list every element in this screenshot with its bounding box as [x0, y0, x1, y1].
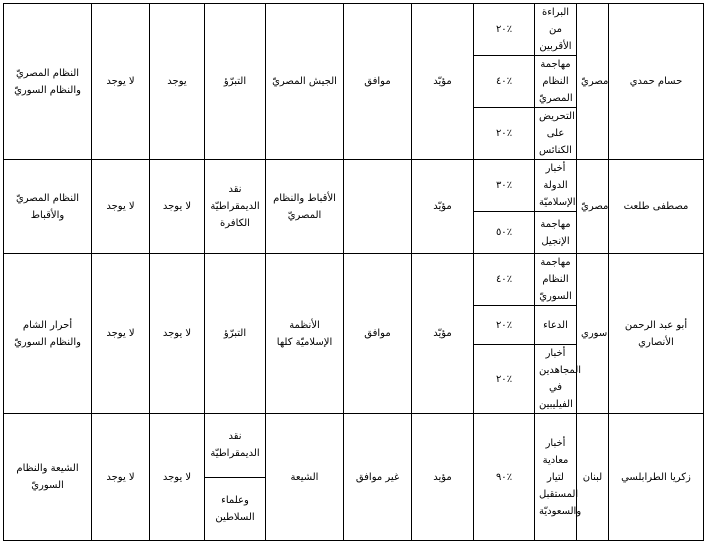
percent-cell: ٣٠٪ — [474, 160, 535, 212]
position-cell: موافق — [344, 254, 412, 414]
name-cell: أبو عبد الرحمن الأنصاري — [609, 254, 704, 414]
targets-cell: النظام المصريّ والأقباط — [4, 160, 92, 254]
column-yes-cell: لا يوجد — [150, 160, 205, 254]
targets-cell: الشيعة والنظام السوريّ — [4, 414, 92, 541]
claim-cell: مهاجمة الإنجيل — [535, 212, 577, 254]
column-no-cell: لا يوجد — [92, 254, 150, 414]
name-cell: زكريا الطرابلسي — [609, 414, 704, 541]
nationality-cell: لبنان — [577, 414, 609, 541]
enemy-cell: الأقباط والنظام المصريّ — [266, 160, 344, 254]
stance-cell: مؤيّد — [412, 160, 474, 254]
position-cell — [344, 160, 412, 254]
column-no-cell: لا يوجد — [92, 160, 150, 254]
column-no-cell: لا يوجد — [92, 4, 150, 160]
enemy-cell: الأنظمة الإسلاميّة كلها — [266, 254, 344, 414]
percent-cell: ٤٠٪ — [474, 254, 535, 306]
column-yes-cell: لا يوجد — [150, 254, 205, 414]
percent-cell: ٥٠٪ — [474, 212, 535, 254]
position-cell: موافق — [344, 4, 412, 160]
name-cell: حسام حمدي — [609, 4, 704, 160]
data-table — [3, 3, 704, 541]
column-no-cell: لا يوجد — [92, 414, 150, 541]
targets-cell: النظام المصريّ والنظام السوريّ — [4, 4, 92, 160]
nationality-cell: مصريّ — [577, 4, 609, 160]
claim-cell: مهاجمة النظام السوريّ — [535, 254, 577, 306]
table-row — [4, 4, 704, 56]
claim-cell: أخبار المجاهدين في الفيليبين — [535, 345, 577, 414]
claim-cell: مهاجمة النظام المصريّ — [535, 56, 577, 108]
name-cell: مصطفى طلعت — [609, 160, 704, 254]
nationality-cell: سوري — [577, 254, 609, 414]
position-cell: غير موافق — [344, 414, 412, 541]
claim-cell: البراءة من الأقربين — [535, 4, 577, 56]
percent-cell: ٢٠٪ — [474, 108, 535, 160]
stance-cell: مؤيّد — [412, 254, 474, 414]
claim-cell: الدعاء — [535, 306, 577, 345]
column-yes-cell: لا يوجد — [150, 414, 205, 541]
claim-cell: التحريض على الكنائس — [535, 108, 577, 160]
percent-cell: ٩٠٪ — [474, 414, 535, 541]
stance-cell: مؤيد — [412, 414, 474, 541]
percent-cell: ٤٠٪ — [474, 56, 535, 108]
justification-cell: التبرّؤ — [205, 4, 266, 160]
justification-cell: نقد الديمقراطيّة — [205, 414, 266, 478]
table-row — [4, 414, 704, 478]
claim-cell: أخبار معادية لتيار المستقبل والسعوديّة — [535, 414, 577, 541]
claim-cell: أخبار الدولة الإسلاميّة — [535, 160, 577, 212]
enemy-cell: الشيعة — [266, 414, 344, 541]
justification-cell: التبرّؤ — [205, 254, 266, 414]
table-row — [4, 160, 704, 212]
column-yes-cell: يوجد — [150, 4, 205, 160]
percent-cell: ٢٠٪ — [474, 345, 535, 414]
targets-cell: أحرار الشام والنظام السوريّ — [4, 254, 92, 414]
justification-cell: وعلماء السلاطين — [205, 477, 266, 541]
stance-cell: مؤيّد — [412, 4, 474, 160]
nationality-cell: مصريّ — [577, 160, 609, 254]
enemy-cell: الجيش المصريّ — [266, 4, 344, 160]
table-row — [4, 254, 704, 306]
justification-cell: نقد الديمقراطيّة الكافرة — [205, 160, 266, 254]
percent-cell: ٢٠٪ — [474, 306, 535, 345]
percent-cell: ٢٠٪ — [474, 4, 535, 56]
